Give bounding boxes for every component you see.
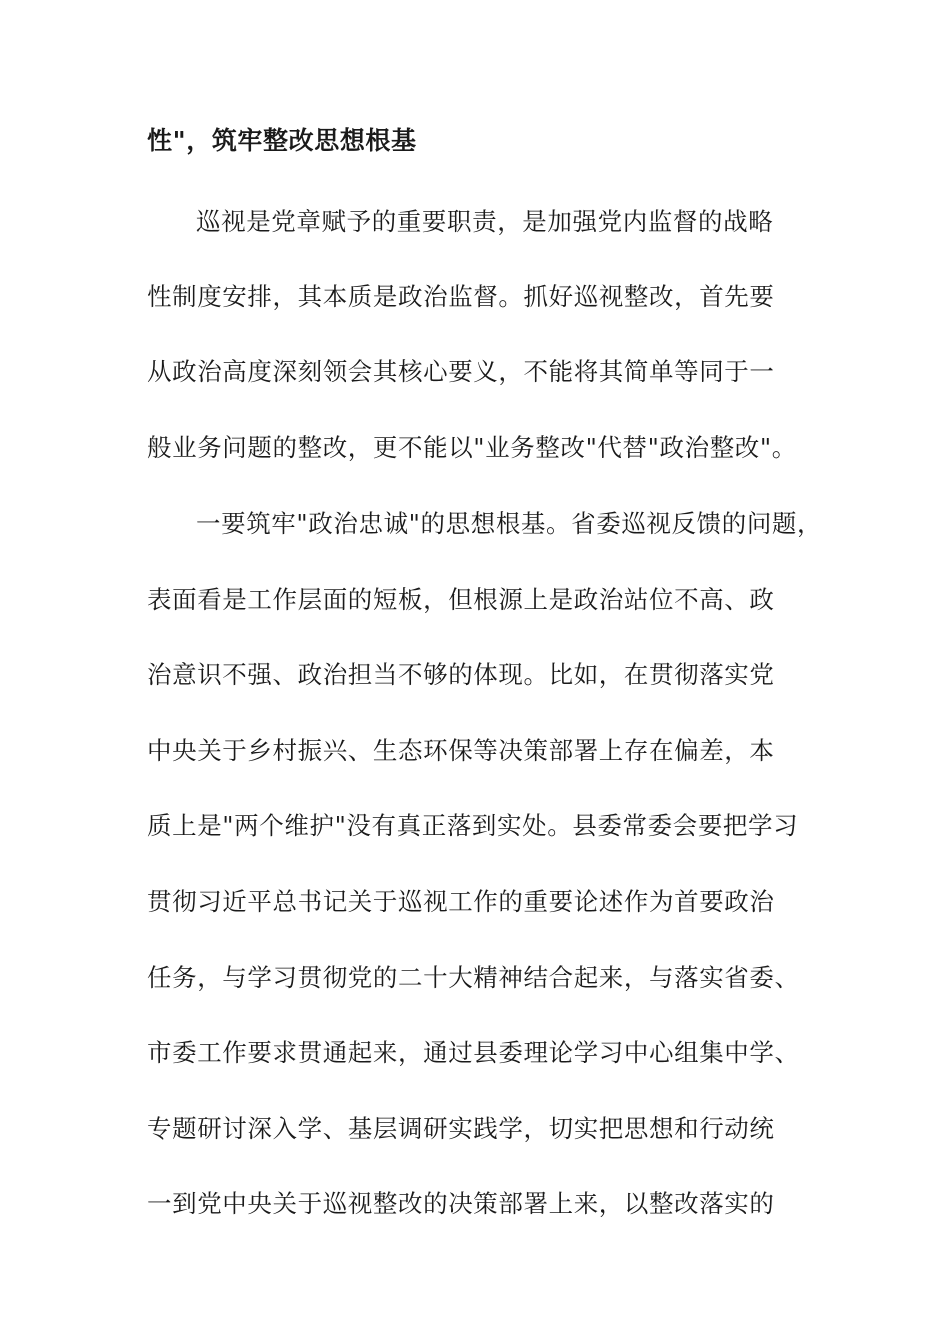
paragraph-2-line-8: 市委工作要求贯通起来，通过县委理论学习中心组集中学、 bbox=[147, 1038, 800, 1067]
paragraph-2-line-10: 一到党中央关于巡视整改的决策部署上来，以整改落实的 bbox=[147, 1189, 775, 1218]
paragraph-2-line-2: 表面看是工作层面的短板，但根源上是政治站位不高、政 bbox=[147, 585, 775, 614]
section-heading: 性"，筑牢整改思想根基 bbox=[147, 126, 417, 155]
paragraph-1-line-4: 般业务问题的整改，更不能以"业务整改"代替"政治整改"。 bbox=[147, 433, 797, 462]
paragraph-2-line-5: 质上是"两个维护"没有真正落到实处。县委常委会要把学习 bbox=[147, 811, 799, 840]
paragraph-1-line-1: 巡视是党章赋予的重要职责，是加强党内监督的战略 bbox=[196, 207, 774, 236]
paragraph-1-line-3: 从政治高度深刻领会其核心要义，不能将其简单等同于一 bbox=[147, 357, 775, 386]
paragraph-2-line-1: 一要筑牢"政治忠诚"的思想根基。省委巡视反馈的问题， bbox=[196, 509, 823, 538]
paragraph-2-line-3: 治意识不强、政治担当不够的体现。比如，在贯彻落实党 bbox=[147, 660, 775, 689]
paragraph-1-line-2: 性制度安排，其本质是政治监督。抓好巡视整改，首先要 bbox=[147, 282, 775, 311]
paragraph-2-line-6: 贯彻习近平总书记关于巡视工作的重要论述作为首要政治 bbox=[147, 887, 775, 916]
paragraph-2-line-9: 专题研讨深入学、基层调研实践学，切实把思想和行动统 bbox=[147, 1114, 775, 1143]
paragraph-2-line-4: 中央关于乡村振兴、生态环保等决策部署上存在偏差，本 bbox=[147, 736, 775, 765]
paragraph-2-line-7: 任务，与学习贯彻党的二十大精神结合起来，与落实省委、 bbox=[147, 963, 800, 992]
